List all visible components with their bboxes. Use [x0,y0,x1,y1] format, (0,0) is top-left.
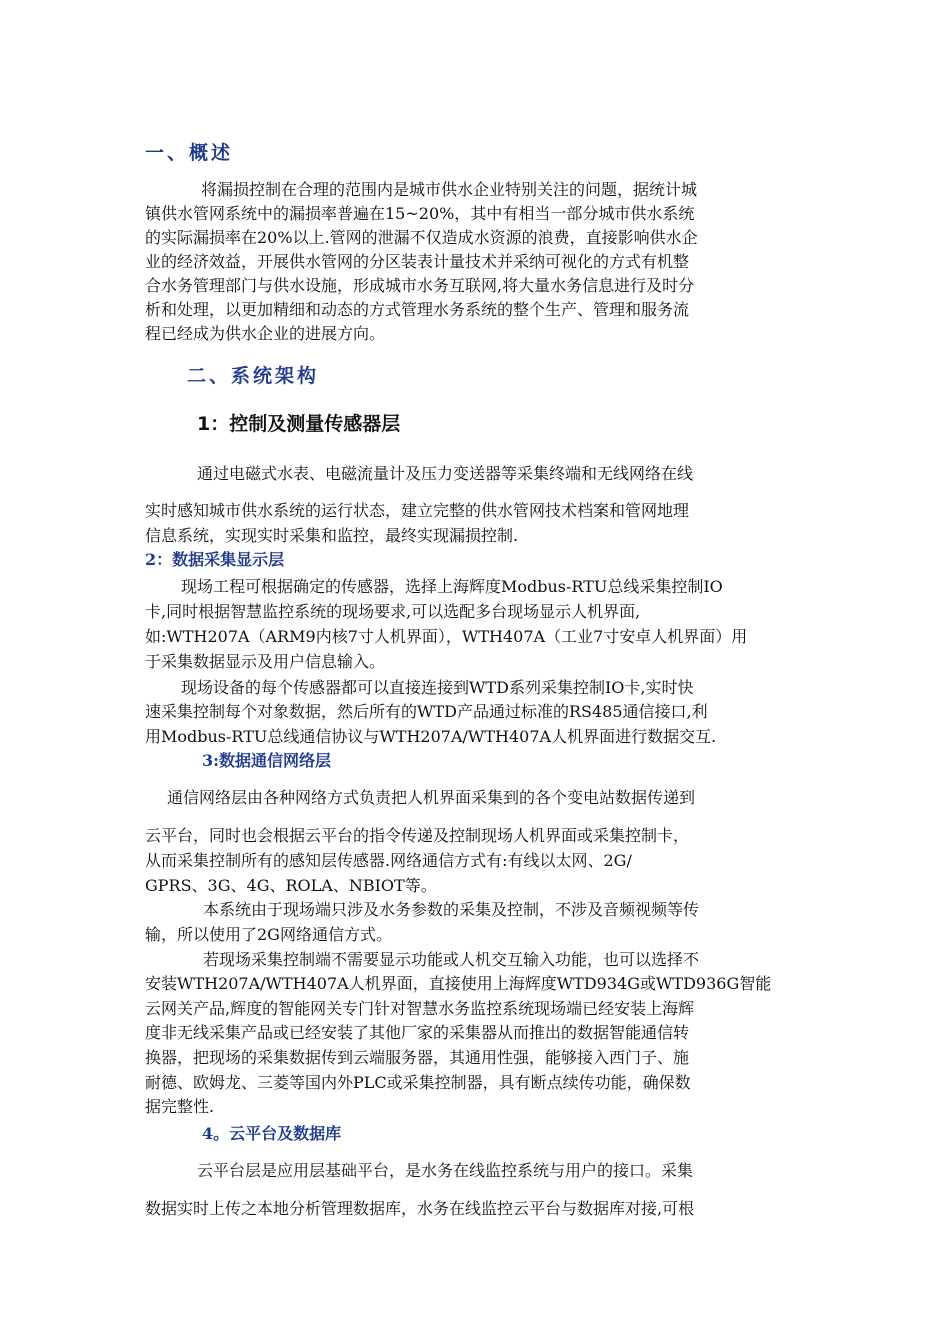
subsection-title-layer4: 4。云平台及数据库 [202,1124,342,1143]
section-title-architecture: 二、系统架构 [187,365,320,387]
paragraph-line: 安装WTH207A/WTH407A人机界面，直接使用上海辉度WTD934G或WTD936G智能 [145,974,772,993]
paragraph-line: 的实际漏损率在20%以上.管网的泄漏不仅造成水资源的浪费，直接影响供水企 [145,228,698,247]
paragraph-line: 于采集数据显示及用户信息输入。 [145,652,386,671]
paragraph-line: 若现场采集控制端不需要显示功能或人机交互输入功能，也可以选择不 [203,950,700,969]
subsection-title-layer2: 2：数据采集显示层 [145,550,285,569]
paragraph-line: 如:WTH207A（ARM9内核7寸人机界面），WTH407A（工业7寸安卓人机界面）用 [145,627,748,646]
paragraph-line: 现场工程可根据确定的传感器，选择上海辉度Modbus-RTU总线采集控制IO [181,577,723,596]
paragraph-line: 度非无线采集产品或已经安装了其他厂家的采集器从而推出的数据智能通信转 [145,1023,690,1042]
paragraph-line: 耐德、欧姆龙、三菱等国内外PLC或采集控制器，具有断点续传功能，确保数 [145,1073,691,1092]
paragraph-line: 信息系统，实现实时采集和监控，最终实现漏损控制. [145,526,519,545]
paragraph-line: 速采集控制每个对象数据，然后所有的WTD产品通过标准的RS485通信接口,利 [145,702,708,721]
paragraph-line: 业的经济效益，开展供水管网的分区装表计量技术并采纳可视化的方式有机整 [145,252,690,271]
paragraph-line: 合水务管理部门与供水设施，形成城市水务互联网,将大量水务信息进行及时分 [145,276,695,295]
paragraph-line: 云平台，同时也会根据云平台的指令传递及控制现场人机界面或采集控制卡， [145,826,690,845]
paragraph-line: 将漏损控制在合理的范围内是城市供水企业特别关注的问题，据统计城 [201,180,698,199]
paragraph-line: 通信网络层由各种网络方式负责把人机界面采集到的各个变电站数据传递到 [167,788,696,807]
paragraph-line: 镇供水管网系统中的漏损率普遍在15~20%，其中有相当一部分城市供水系统 [145,204,695,223]
paragraph-line: 析和处理，以更加精细和动态的方式管理水务系统的整个生产、管理和服务流 [145,300,690,319]
paragraph-line: 数据实时上传之本地分析管理数据库，水务在线监控云平台与数据库对接,可根 [145,1199,695,1218]
paragraph-line: 本系统由于现场端只涉及水务参数的采集及控制，不涉及音频视频等传 [203,900,700,919]
paragraph-line: 程已经成为供水企业的进展方向。 [145,324,386,343]
paragraph-line: 实时感知城市供水系统的运行状态，建立完整的供水管网技术档案和管网地理 [145,501,690,520]
subsection-title-layer1: 1：控制及测量传感器层 [197,413,401,435]
paragraph-line: GPRS、3G、4G、ROLA、NBIOT等。 [145,876,437,895]
paragraph-line: 云网关产品,辉度的智能网关专门针对智慧水务监控系统现场端已经安装上海辉 [145,999,695,1018]
paragraph-line: 云平台层是应用层基础平台，是水务在线监控系统与用户的接口。采集 [197,1161,694,1180]
paragraph-line: 从而采集控制所有的感知层传感器.网络通信方式有:有线以太网、2G/ [145,851,632,870]
paragraph-line: 用Modbus-RTU总线通信协议与WTH207A/WTH407A人机界面进行数据交互. [145,727,717,746]
paragraph-line: 卡,同时根据智慧监控系统的现场要求,可以选配多台现场显示人机界面, [145,602,641,621]
paragraph-line: 现场设备的每个传感器都可以直接连接到WTD系列采集控制IO卡,实时快 [181,678,694,697]
section-title-overview: 一、概述 [145,142,234,164]
subsection-title-layer3: 3:数据通信网络层 [202,751,332,770]
paragraph-line: 输，所以使用了2G网络通信方式。 [145,925,392,944]
paragraph-line: 换器，把现场的采集数据传到云端服务器，其通用性强，能够接入西门子、施 [145,1048,690,1067]
paragraph-line: 据完整性. [145,1097,215,1116]
paragraph-line: 通过电磁式水表、电磁流量计及压力变送器等采集终端和无线网络在线 [197,464,694,483]
